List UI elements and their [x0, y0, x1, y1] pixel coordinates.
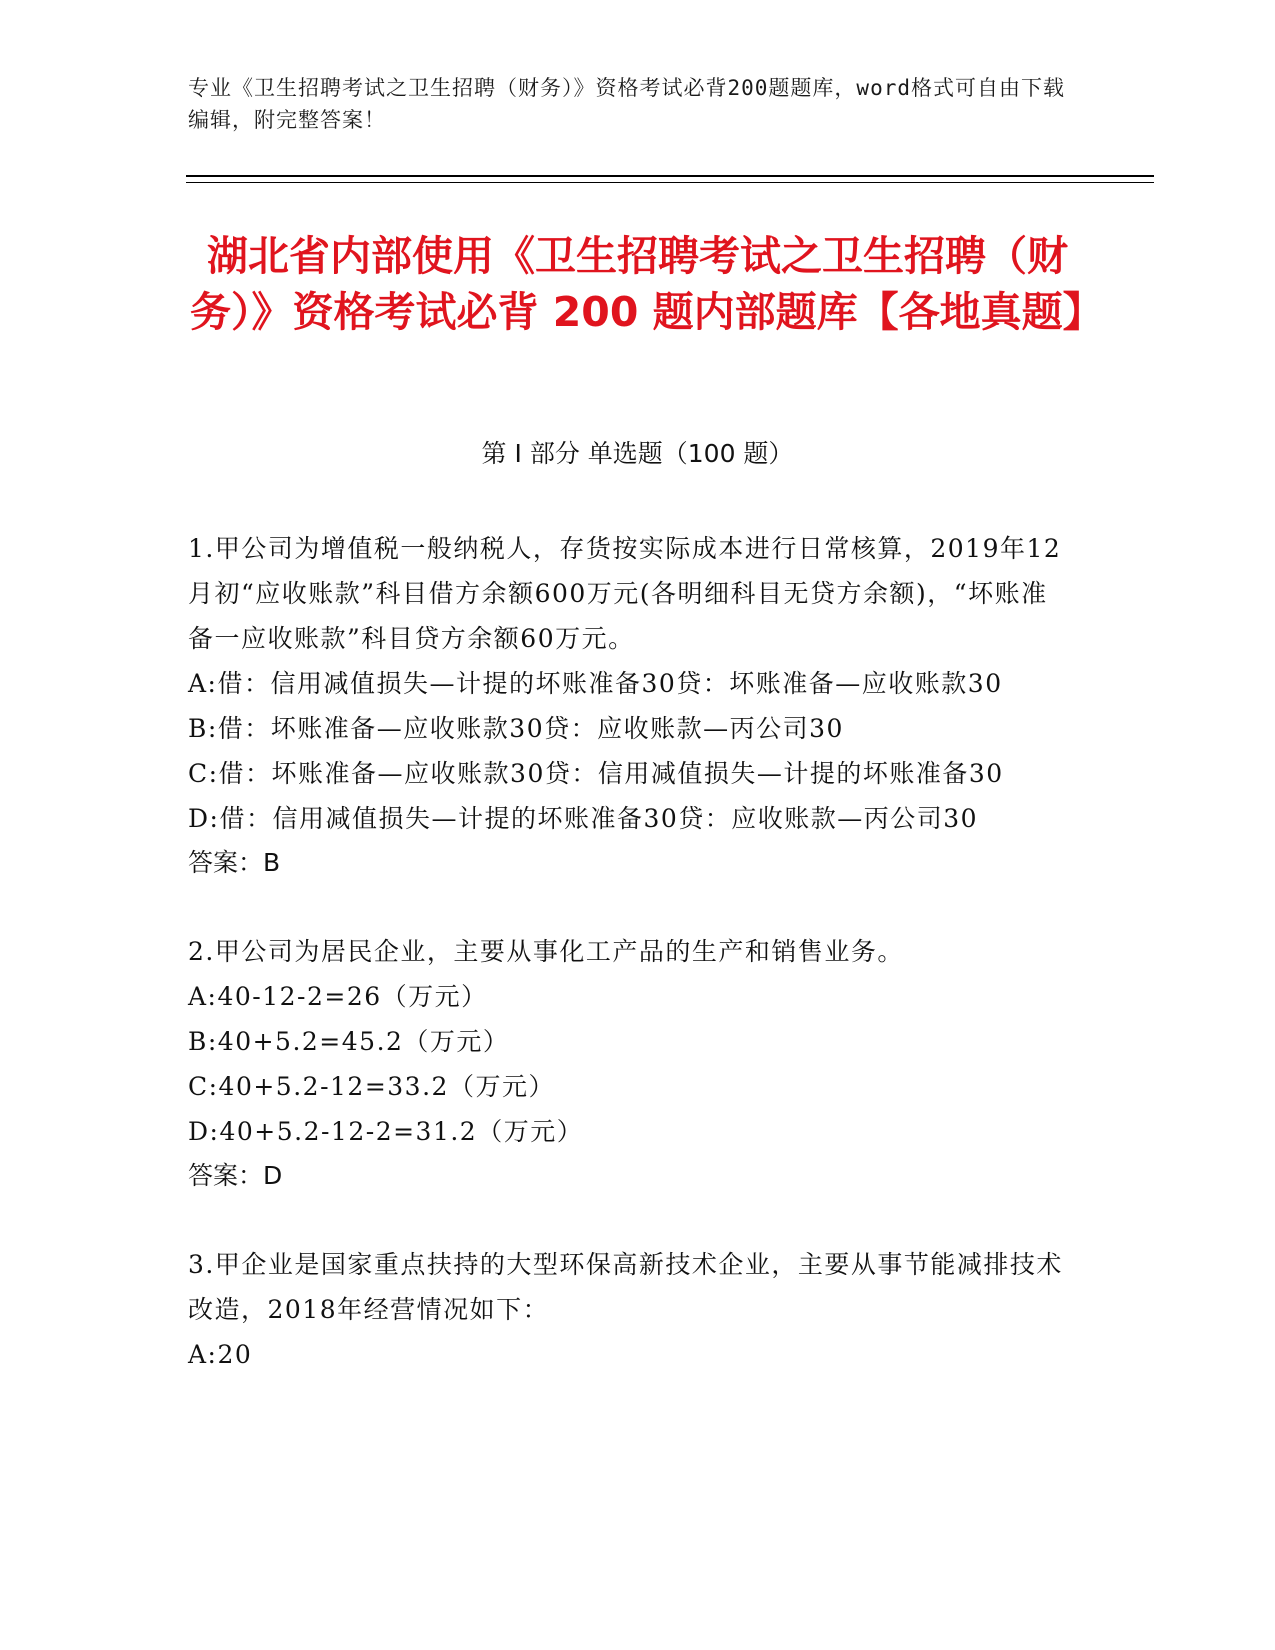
- answer-line: 答案：D: [188, 1161, 283, 1190]
- question-stem: 1.甲公司为增值税一般纳税人，存货按实际成本进行日常核算，2019年12月初“应收账款”科目借方余额600万元(各明细科目无贷方余额)，“坏账准备一应收账款”科目贷方余额60万元。: [188, 534, 1062, 653]
- section-heading: 第 I 部分 单选题（100 题）: [481, 439, 794, 468]
- option-a: A:40-12-2=26（万元）: [188, 982, 488, 1011]
- option-c: C:借：坏账准备—应收账款30贷：信用减值损失—计提的坏账准备30: [188, 759, 1004, 788]
- question-3: [188, 1242, 1068, 1377]
- option-d: D:借：信用减值损失—计提的坏账准备30贷：应收账款—丙公司30: [188, 804, 979, 833]
- question-stem: 2.甲公司为居民企业，主要从事化工产品的生产和销售业务。: [188, 937, 904, 966]
- option-c: C:40+5.2-12=33.2（万元）: [188, 1072, 555, 1101]
- header-note: 专业《卫生招聘考试之卫生招聘（财务）》资格考试必背200题题库，word格式可自由下载编辑，附完整答案！: [188, 76, 1065, 132]
- answer-line: 答案：B: [188, 848, 281, 877]
- option-a: A:20: [188, 1340, 253, 1369]
- question-list: [188, 526, 1068, 1421]
- option-a: A:借：信用减值损失—计提的坏账准备30贷：坏账准备—应收账款30: [188, 669, 1003, 698]
- header-divider-thin: [186, 182, 1154, 183]
- option-d: D:40+5.2-12-2=31.2（万元）: [188, 1117, 584, 1146]
- option-b: B:借：坏账准备—应收账款30贷：应收账款—丙公司30: [188, 714, 844, 743]
- question-stem: 3.甲企业是国家重点扶持的大型环保高新技术企业，主要从事节能减排技术改造，2018年经营情况如下：: [188, 1250, 1063, 1324]
- header-divider-thick: [186, 175, 1154, 177]
- question-1: [188, 526, 1068, 885]
- question-2: [188, 929, 1068, 1198]
- option-b: B:40+5.2=45.2（万元）: [188, 1027, 510, 1056]
- document-title: 湖北省内部使用《卫生招聘考试之卫生招聘（财务）》资格考试必背 200 题内部题库【各地真题】: [190, 232, 1104, 336]
